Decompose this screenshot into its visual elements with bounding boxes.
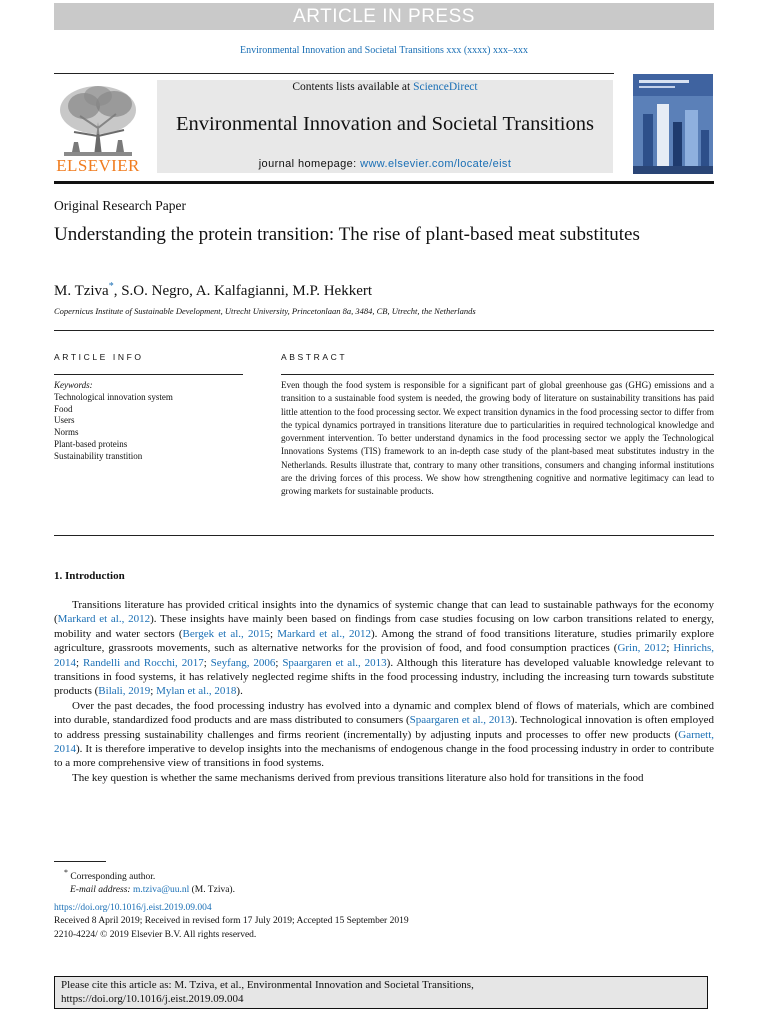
header-bottom-rule [54,181,714,184]
citation-link[interactable]: Seyfang, 2006 [210,656,276,669]
abstract-rule [281,374,714,375]
intro-paragraph-3 [54,771,714,785]
author-list [54,281,372,300]
author-affiliation: Copernicus Institute of Sustainable Development, Utrecht University, Princetonlaan 8a, 3484, CB, Utrecht, the Netherlands [54,306,476,316]
email-label: E-mail address: [70,885,131,896]
footnotes [54,866,714,897]
paragraph-text: ). [236,685,243,698]
keyword-item: Food [54,403,73,414]
abstract-heading: ABSTRACT [281,352,348,362]
cite-this-article-box [54,976,708,1009]
keyword-item: Sustainability transtition [54,450,143,461]
paragraph-text: Transitions literature has provided critical insights into the dynamics of systemic change that can lead to sustainable pathways for the economy ( [54,599,714,626]
paragraph-text: ; [270,627,278,640]
paragraph-text: ). These insights have mainly been based on findings from case studies focusing on low carbon transitions related to energy, mobility and water sectors ( [54,613,714,640]
meta-divider [54,330,714,331]
article-type: Original Research Paper [54,198,186,213]
author-email-link[interactable]: m.tziva@uu.nl [132,885,190,896]
citation-link[interactable]: Spaargaren et al., 2013 [409,714,511,727]
journal-homepage-link[interactable]: www.elsevier.com/locate/eist [360,158,512,170]
homepage-prefix: journal homepage: [258,158,361,170]
citation-link[interactable]: Bergek et al., 2015 [182,627,270,640]
keywords-label: Keywords: [54,380,93,390]
publication-history: Received 8 April 2019; Received in revised form 17 July 2019; Accepted 15 September 2019 [54,916,409,927]
paragraph-text: ; [76,656,83,669]
email-suffix: (M. Tziva). [189,885,235,896]
citation-link[interactable]: Markard et al., 2012 [57,613,151,626]
paragraph-text: ; [666,642,674,655]
contents-prefix: Contents lists available at [292,81,414,93]
elsevier-wordmark: ELSEVIER [56,156,140,175]
abstract-bottom-rule [54,535,714,536]
paragraph-text: ; [150,685,157,698]
article-info-rule [54,374,243,375]
introduction-heading: 1. Introduction [54,570,125,582]
copyright-line: 2210-4224/ © 2019 Elsevier B.V. All rights reserved. [54,929,257,940]
footnote-marker: * [64,868,68,877]
doi-link[interactable]: https://doi.org/10.1016/j.eist.2019.09.004 [54,903,212,913]
corresponding-author-marker[interactable]: * [108,281,114,292]
publication-info [54,902,714,942]
cite-line-1: Please cite this article as: M. Tziva, et al., Environmental Innovation and Societal Transitions, [61,979,474,991]
journal-homepage-line [157,158,613,170]
citation-link[interactable]: Bilali, 2019 [98,685,151,698]
citation-link[interactable]: Grin, 2012 [617,642,667,655]
intro-paragraph-2 [54,699,714,771]
corresponding-author-text: Corresponding author. [70,872,156,883]
paragraph-text: ). Technological innovation is often employed to address pressing sustainability challenges and firms reorient (incrementally) by adjusting inputs and processes to offer new products ( [54,714,714,741]
author-first: M. Tziva [54,283,109,299]
contents-available-line [157,81,613,93]
citation-link[interactable]: Hinrichs, 2014 [54,642,714,669]
citation-link[interactable]: Garnett, 2014 [54,728,714,756]
corresponding-author-note [54,866,714,884]
article-info-heading: ARTICLE INFO [54,352,144,362]
header-top-rule [54,73,614,74]
footnote-rule [54,861,106,862]
email-note [54,884,714,897]
keyword-item: Plant-based proteins [54,438,128,449]
introduction-body [54,598,714,785]
citation-link[interactable]: Randelli and Rocchi, 2017 [82,656,204,669]
citation-link[interactable]: Mylan et al., 2018 [156,685,237,698]
paragraph-text: The key question is whether the same mechanisms derived from previous transitions literature also hold for transitions in the food [72,771,644,784]
paragraph-text: Over the past decades, the food processing industry has evolved into a dynamic and complex blend of flows of materials, which are combined into durable, standardized food products and are mass distributed to consumers ( [54,699,714,727]
article-title: Understanding the protein transition: The rise of plant-based meat substitutes [54,224,640,245]
author-others: , S.O. Negro, A. Kalfagianni, M.P. Hekkert [113,283,373,299]
citation-link[interactable]: Spaargaren et al., 2013 [282,656,387,669]
keyword-item: Technological innovation system [54,391,173,402]
keywords-block [54,380,244,463]
citation-link[interactable]: Markard et al., 2012 [277,627,372,640]
cite-line-2[interactable]: https://doi.org/10.1016/j.eist.2019.09.004 [61,993,244,1005]
paragraph-text: ). Among the strand of food transitions literature, studies primarily explore agriculture, grassroots movements, such as alternative networks for the provision of food, and food consumption practices ( [54,627,714,655]
article-in-press-banner: ARTICLE IN PRESS [54,3,714,30]
paragraph-text: ; [275,656,283,669]
paragraph-text: ; [203,656,211,669]
intro-paragraph-1 [54,598,714,699]
paragraph-text: ). Although this literature has developed valuable knowledge relevant to transitions in food systems, it has relatively neglected regime shifts in the food processing industry, including the increasing turn towards substitute products ( [54,656,715,698]
abstract-text: Even though the food system is responsible for a significant part of global greenhouse gas (GHG) emissions and a transition to a sustainable food system is needed, the growing body of literature on sustainability transitions has paid little attention to the food processing sector. We expect transition dynamics in the food processing sector to differ from the typical dynamics portrayed in transitions literature due to particularities in required technological knowledge and government intervention. To better understand dynamics in the food processing sector we apply the Technological Innovations Systems (TIS) framework to an in-depth case study of the plant-based meat substitutes industry in the Netherlands. Results illustrate that, contrary to many other transitions, consumers and changing informal institutions are the driving forces of this process. We show how strengthening cognitive and normative legitimacy can lead to growing markets for sustainable products. [281,380,714,497]
keyword-item: Norms [54,427,79,438]
keyword-item: Users [54,415,75,426]
journal-citation-link[interactable]: Environmental Innovation and Societal Transitions xxx (xxxx) xxx–xxx [239,45,529,56]
paragraph-text: ). It is therefore imperative to develop insights into the mechanisms of endogenous change in the food processing industry in order to contribute to a more comprehensive view of transitions in food systems. [54,743,714,770]
journal-cover-image [633,74,713,174]
journal-title: Environmental Innovation and Societal Transitions [176,113,594,135]
sciencedirect-link[interactable]: ScienceDirect [413,81,478,93]
